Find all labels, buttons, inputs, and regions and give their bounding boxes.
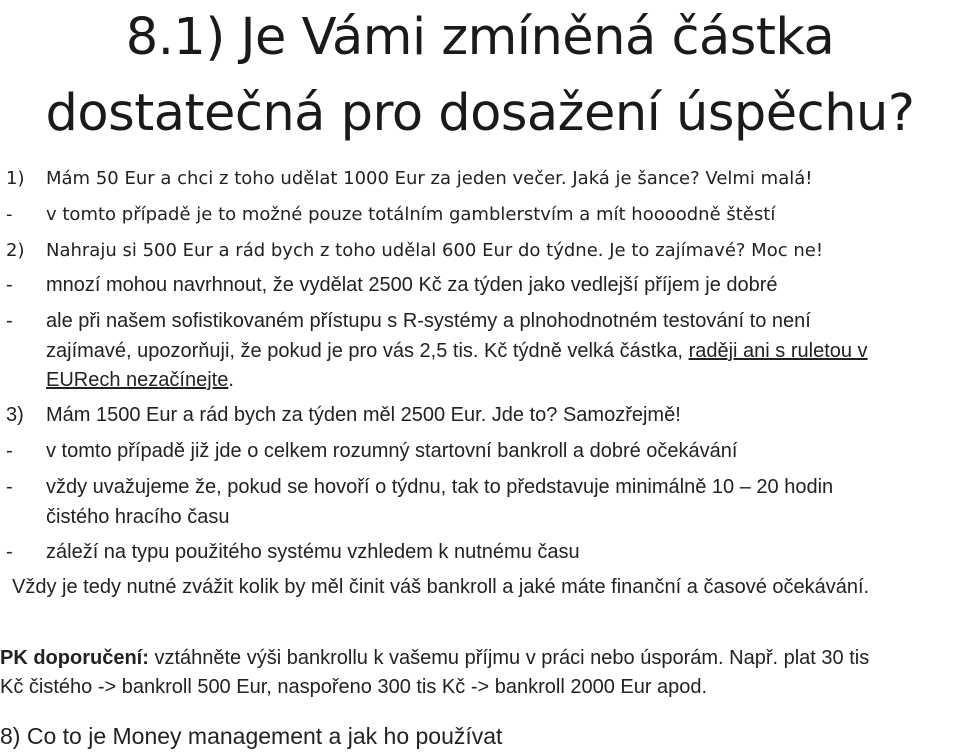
title-line-2: dostatečná pro dosažení úspěchu? [45,84,915,143]
recommendation-continued [0,676,707,699]
next-section-text: 8) Co to je Money management a jak ho používat [0,723,503,749]
list-text: v tomto případě již jde o celkem rozumný startovní bankroll a dobré očekávání [46,440,738,462]
slide-title [0,0,960,152]
list-marker: - [6,476,13,498]
list-text-part: . [228,369,234,391]
recommendation-label: PK doporučení: [0,647,149,669]
summary-text [12,576,869,599]
recommendation [0,647,869,670]
list-text: Mám 50 Eur a chci z toho udělat 1000 Eur za jeden večer. Jaká je šance? Velmi malá! [46,168,813,189]
list-marker: - [6,310,13,332]
list-marker: 3) [6,404,24,426]
list-text: Mám 1500 Eur a rád bych za týden měl 2500 Eur. Jde to? Samozřejmě! [46,404,681,426]
emphasis-underline: EURech nezačínejte [46,369,229,391]
list-text-part: zajímavé, upozorňuji, že pokud je pro vás 2,5 tis. Kč týdně velká částka, [46,340,689,362]
emphasis-underline: raději ani s ruletou v [688,340,868,362]
list-marker: - [6,440,13,462]
list-text: Nahraju si 500 Eur a rád bych z toho udělal 600 Eur do týdne. Je to zajímavé? Moc ne! [46,240,824,261]
title-line-1: 8.1) Je Vámi zmíněná částka [125,8,835,67]
list-text: vždy uvažujeme že, pokud se hovoří o týdnu, tak to představuje minimálně 10 – 20 hodin [46,476,834,498]
list-text: čistého hracího času [46,506,230,528]
list-text: ale při našem sofistikovaném přístupu s R-systémy a plnohodnotném testování to není [46,310,811,332]
list-text: mnozí mohou navrhnout, že vydělat 2500 Kč za týden jako vedlejší příjem je dobré [46,274,778,296]
list-marker: - [6,541,13,563]
recommendation-text: vztáhněte výši bankrollu k vašemu příjmu v práci nebo úsporám. Např. plat 30 tis [148,647,870,669]
list-text-wrap [46,369,234,392]
list-text-wrap [46,340,868,363]
list-text: v tomto případě je to možné pouze totálním gamblerstvím a mít hoooodně štěstí [46,204,776,225]
next-section-heading [0,723,502,750]
summary-line: Vždy je tedy nutné zvážit kolik by měl činit váš bankroll a jaké máte finanční a časové očekávání. [12,576,870,598]
list-marker: 2) [6,240,25,261]
list-marker: - [6,274,13,296]
list-marker: 1) [6,168,25,189]
list-text: záleží na typu použitého systému vzhledem k nutnému času [46,541,580,563]
recommendation-text: Kč čistého -> bankroll 500 Eur, naspořeno 300 tis Kč -> bankroll 2000 Eur apod. [0,676,708,698]
list-marker: - [6,204,13,225]
